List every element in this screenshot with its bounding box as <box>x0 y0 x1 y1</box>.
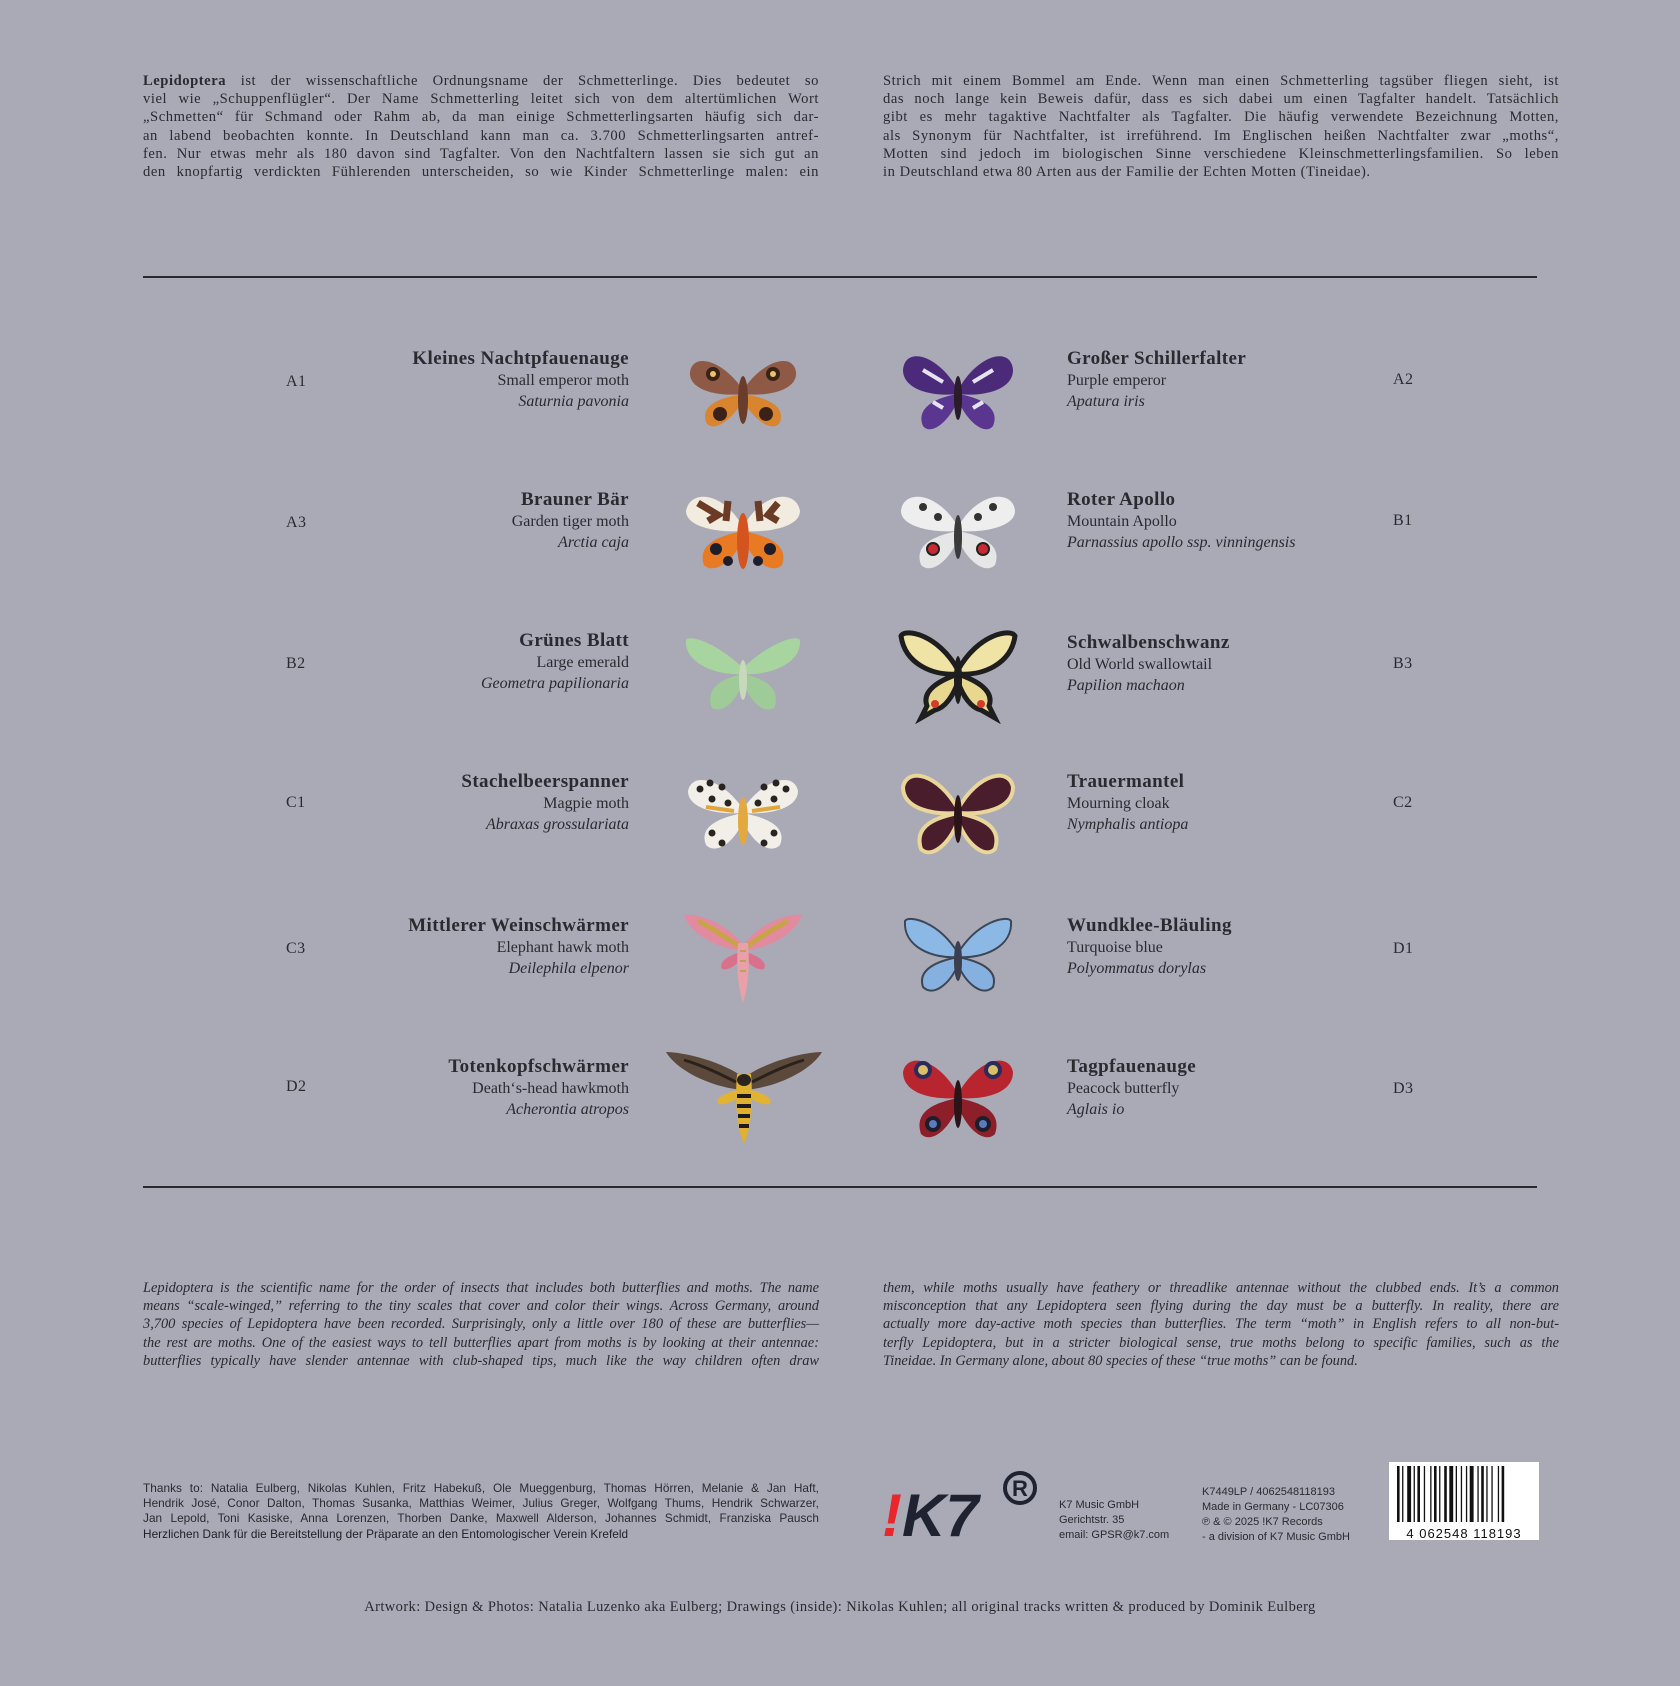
barcode-number: 4 062548 118193 <box>1406 1526 1522 1541</box>
english-name: Purple emperor <box>1067 372 1167 389</box>
barcode-bar <box>1397 1466 1400 1522</box>
track-row <box>0 340 1680 440</box>
mountain-apollo-icon <box>893 481 1023 581</box>
barcode-bar <box>1417 1466 1420 1522</box>
german-name: Tagpfauenauge <box>1067 1056 1197 1077</box>
barcode-bar <box>1491 1466 1492 1522</box>
barcode-bar <box>1470 1466 1474 1522</box>
intro-line: an labend beobachten konnte. In Deutschland kann man ca. 3.700 Schmetterlingsarten antref- <box>143 127 819 144</box>
intro-line: ist der wissenschaftliche Ordnungsname der Schmetterlinge. Dies bedeutet so <box>240 73 819 89</box>
track-title-left <box>412 348 629 412</box>
latin-name: Parnassius apollo ssp. vinningensis <box>1067 534 1296 551</box>
track-row <box>0 622 1680 722</box>
intro-line: Lepidoptera is the scientific name for the order of insects that includes both butterflies and moths. The name <box>143 1280 819 1296</box>
peacock-butterfly-icon <box>893 1048 1023 1148</box>
german-name: Stachelbeerspanner <box>461 771 629 792</box>
latin-name: Geometra papilionaria <box>481 675 629 692</box>
mourning-cloak-icon <box>893 763 1023 863</box>
german-name: Brauner Bär <box>520 489 629 510</box>
track-number: B1 <box>1393 512 1413 529</box>
catalog-info <box>1202 1485 1350 1545</box>
intro-line: the rest are moths. One of the easiest ways to tell butterflies apart from moths is by looking at their antennae: <box>143 1334 819 1351</box>
track-number: C1 <box>286 794 306 811</box>
intro-line: viel wie „Schuppenflügler“. Der Name Schmetterling leitet sich von dem altertümlichen Wort <box>143 91 819 108</box>
intro-english-right <box>883 1279 1559 1370</box>
german-name: Großer Schillerfalter <box>1067 348 1247 369</box>
address-line: email: GPSR@k7.com <box>1059 1529 1170 1541</box>
intro-line: misconception that any Lepidoptera seen flying during the day must be a butterfly. In reality, there are <box>883 1298 1559 1315</box>
german-name: Roter Apollo <box>1067 489 1176 510</box>
intro-lead-word: Lepidoptera <box>143 73 227 89</box>
german-name: Kleines Nachtpfauenauge <box>412 348 629 369</box>
track-number: A2 <box>1393 371 1414 388</box>
barcode-bar <box>1402 1466 1403 1522</box>
barcode-bar <box>1407 1466 1411 1522</box>
track-title-right <box>1067 771 1188 835</box>
track-title-right <box>1067 632 1230 696</box>
track-number: D3 <box>1393 1080 1414 1097</box>
barcode-bar <box>1439 1466 1440 1522</box>
latin-name: Nymphalis antiopa <box>1067 816 1189 833</box>
english-name: Large emerald <box>536 654 629 671</box>
barcode-bar <box>1486 1466 1487 1522</box>
latin-name: Aglais io <box>1067 1101 1125 1118</box>
catalog-line: Made in Germany - LC07306 <box>1202 1501 1344 1513</box>
thanks-block <box>143 1481 819 1542</box>
track-row <box>0 481 1680 581</box>
purple-emperor-icon <box>893 342 1023 442</box>
latin-name: Acherontia atropos <box>506 1101 629 1118</box>
track-row <box>0 907 1680 1007</box>
latin-name: Deilephila elpenor <box>508 960 629 977</box>
intro-line: „Schmetten“ für Schmand oder Rahm ab, da man einige Schmetterlingsarten häufig sich dar- <box>143 109 819 126</box>
track-title-right <box>1067 489 1295 553</box>
barcode-bar <box>1461 1466 1462 1522</box>
thanks-line: Hendrik José, Conor Dalton, Thomas Susanka, Matthias Weimer, Julius Greger, Wolfgang Thums, Hendrik Schwarzer, <box>143 1496 819 1511</box>
intro-line: means “scale-winged,” referring to the tiny scales that cover and color their wings. Across Germany, around <box>143 1298 819 1315</box>
address-line: K7 Music GmbH <box>1059 1499 1140 1511</box>
barcode-bar <box>1444 1466 1447 1522</box>
intro-line: terfly Lepidoptera, but in a stricter biological sense, true moths belong to specific families, such as the <box>883 1334 1559 1351</box>
label-address <box>1059 1498 1169 1543</box>
catalog-line: K7449LP / 4062548118193 <box>1202 1486 1335 1498</box>
track-row <box>0 1048 1680 1148</box>
latin-name: Arctia caja <box>558 534 629 551</box>
turquoise-blue-icon <box>893 907 1023 1007</box>
track-row <box>0 763 1680 863</box>
german-name: Totenkopfschwärmer <box>448 1056 629 1077</box>
registered-mark: R <box>1012 1476 1028 1501</box>
english-name: Mourning cloak <box>1067 795 1170 812</box>
track-title-right <box>1067 1056 1196 1120</box>
barcode-bar <box>1498 1466 1499 1522</box>
catalog-line: ℗ & © 2025 !K7 Records <box>1202 1516 1323 1528</box>
magpie-moth-icon <box>678 763 808 863</box>
logo-exclamation: ! <box>882 1482 902 1540</box>
barcode-bar <box>1481 1466 1484 1522</box>
barcode-bar <box>1430 1466 1431 1522</box>
k7-logo <box>880 1470 1050 1540</box>
latin-name: Abraxas grossulariata <box>486 816 629 833</box>
latin-name: Saturnia pavonia <box>518 393 629 410</box>
english-name: Small emperor moth <box>497 372 629 389</box>
barcode-bar <box>1414 1466 1415 1522</box>
intro-line: actually more day-active moth species than butterflies. The term “moth” in English refers to all non-but- <box>883 1316 1559 1333</box>
catalog-line: - a division of K7 Music GmbH <box>1202 1531 1350 1543</box>
latin-name: Papilion machaon <box>1067 677 1185 694</box>
german-name: Trauermantel <box>1067 771 1185 792</box>
intro-line: Strich mit einem Bommel am Ende. Wenn man einen Schmetterling tagsüber fliegen sieht, ist <box>883 73 1559 89</box>
barcode-bar <box>1477 1466 1478 1522</box>
barcode-bar <box>1449 1466 1453 1522</box>
address-line: Gerichtstr. 35 <box>1059 1514 1125 1526</box>
track-title-left <box>481 630 629 694</box>
intro-line: den knopfartig verdickten Fühlerenden unterscheiden, so wie Kinder Schmetterlinge malen: ein <box>143 164 819 181</box>
german-name: Wundklee-Bläuling <box>1067 915 1232 936</box>
track-title-left <box>408 915 629 979</box>
thanks-dank-line: Herzlichen Dank für die Bereitstellung der Präparate an den Entomologischer Verein Krefeld <box>143 1526 629 1541</box>
track-number: C2 <box>1393 794 1413 811</box>
intro-line: Motten sind jedoch im biologischen Sinne verschiedene Kleinschmetterlingsfamilien. So leben <box>883 145 1559 162</box>
track-number: B3 <box>1393 655 1413 672</box>
barcode-bar <box>1424 1466 1425 1522</box>
intro-line: das noch lange kein Beweis dafür, dass es sich dabei um einen Tagfalter handelt. Tatsächlich <box>883 91 1559 108</box>
intro-line: butterflies typically have slender antennae with club-shaped tips, much like the way children often draw <box>143 1352 819 1369</box>
intro-english-left <box>143 1279 819 1370</box>
track-title-left <box>461 771 629 835</box>
track-title-right <box>1067 348 1246 412</box>
garden-tiger-moth-icon <box>678 481 808 581</box>
intro-line: fen. Nur etwas mehr als 180 davon sind Tagfalter. Von den Nachtfaltern lassen sie sich gut an <box>143 145 819 162</box>
german-name: Grünes Blatt <box>519 630 629 651</box>
intro-line: 3,700 species of Lepidoptera have been recorded. Surprisingly, only a little over 180 of these are butterflies— <box>143 1316 819 1333</box>
intro-line: als Synonym für Nachtfalter, ist irreführend. Im Englischen heißen Nachtfalter zwar „moths“, <box>883 127 1559 144</box>
track-number: D2 <box>286 1078 307 1095</box>
large-emerald-icon <box>678 624 808 724</box>
english-name: Peacock butterfly <box>1067 1080 1180 1097</box>
english-name: Garden tiger moth <box>511 513 629 530</box>
track-title-left <box>448 1056 629 1120</box>
latin-name: Apatura iris <box>1067 393 1145 410</box>
artwork-credits: Artwork: Design & Photos: Natalia Luzenko aka Eulberg; Drawings (inside): Nikolas Kuhlen; all original tracks written & produced by Dominik Eulberg <box>364 1599 1316 1615</box>
english-name: Turquoise blue <box>1067 939 1163 956</box>
thanks-line: Jan Lepold, Toni Kasiske, Anna Lorenzen, Thorben Danke, Maxwell Alderson, Johannes Schmidt, Franziska Pausch <box>143 1511 819 1526</box>
deaths-head-hawkmoth-icon <box>664 1048 824 1148</box>
logo-k7: K7 <box>902 1482 979 1540</box>
barcode-bar <box>1502 1466 1505 1522</box>
swallowtail-icon <box>893 624 1023 724</box>
divider-bottom <box>143 1186 1537 1188</box>
english-name: Death‘s-head hawkmoth <box>472 1080 629 1097</box>
barcode-bar <box>1434 1466 1437 1522</box>
english-name: Old World swallowtail <box>1067 656 1213 673</box>
thanks-line: Thanks to: Natalia Eulberg, Nikolas Kuhlen, Fritz Habekuß, Ole Mueggenburg, Thomas Hörren, Melanie & Jan Haft, <box>143 1481 819 1495</box>
latin-name: Polyommatus dorylas <box>1067 960 1207 977</box>
elephant-hawk-moth-icon <box>678 907 808 1007</box>
track-title-left <box>512 489 629 553</box>
track-title-right <box>1067 915 1232 979</box>
track-number: B2 <box>286 655 306 672</box>
intro-line: Tineidae. In Germany alone, about 80 species of these “true moths” can be found. <box>883 1352 1358 1369</box>
track-number: A3 <box>286 514 307 531</box>
english-name: Elephant hawk moth <box>496 939 629 956</box>
barcode-bar <box>1466 1466 1467 1522</box>
barcode-bar <box>1456 1466 1457 1522</box>
small-emperor-moth-icon <box>678 342 808 442</box>
english-name: Mountain Apollo <box>1067 513 1177 530</box>
intro-line: them, while moths usually have feathery or threadlike antennae without the clubbed ends. It’s a common <box>883 1280 1559 1296</box>
intro-line: gibt es mehr tagaktive Nachtfalter als Tagfalter. Die häufig verwendete Bezeichnung Motten, <box>883 109 1559 126</box>
german-name: Mittlerer Weinschwärmer <box>408 915 629 936</box>
intro-line: in Deutschland etwa 80 Arten aus der Familie der Echten Motten (Tineidae). <box>883 164 1371 181</box>
track-number: A1 <box>286 373 307 390</box>
german-name: Schwalbenschwanz <box>1067 632 1230 653</box>
english-name: Magpie moth <box>543 795 629 812</box>
track-number: C3 <box>286 940 306 957</box>
track-number: D1 <box>1393 940 1414 957</box>
